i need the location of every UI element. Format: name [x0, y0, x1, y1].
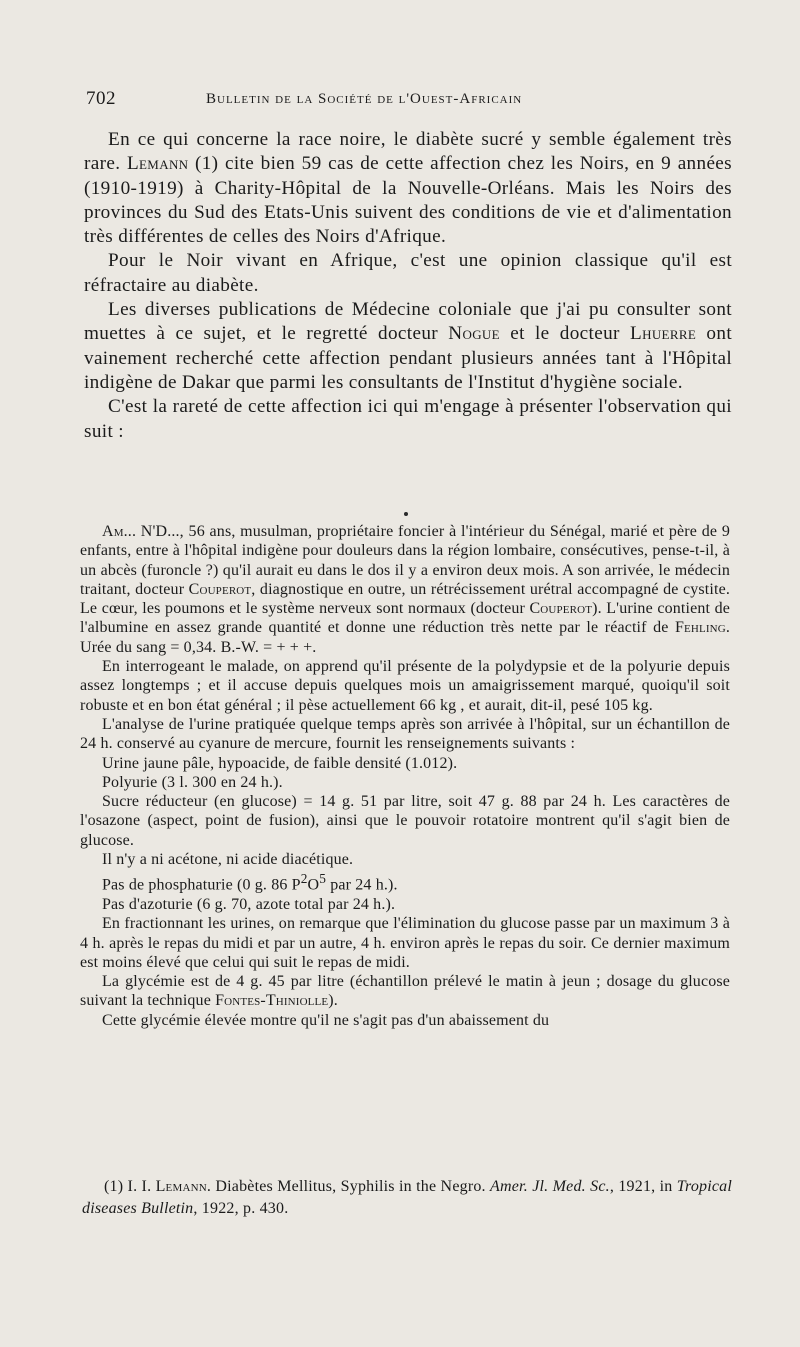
journal-title: Bulletin de la Société de l'Ouest-Africain [206, 91, 523, 107]
observation-paragraph: La glycémie est de 4 g. 45 par litre (échantillon prélevé le matin à jeun ; dosage du glucose suivant la technique Fontes-Thiniolle). [80, 973, 730, 1010]
observation-paragraph: Pas d'azoturie (6 g. 70, azote total par 24 h.). [102, 895, 396, 913]
author-name: Nogue [448, 323, 500, 345]
observation-paragraph: Polyurie (3 l. 300 en 24 h.). [102, 773, 283, 791]
observation-paragraph: Il n'y a ni acétone, ni acide diacétique. [102, 851, 354, 869]
observation-paragraph: Urine jaune pâle, hypoacide, de faible densité (1.012). [102, 754, 458, 772]
footnote-text: (1) I. I. Lemann. Diabètes Mellitus, Syphilis in the Negro. Amer. Jl. Med. Sc., 1921, in Tropical diseases Bulletin, 1922, p. 430. [82, 1178, 733, 1217]
intro-paragraph-4: C'est la rareté de cette affection ici qui m'engage à présenter l'observation qui suit : [84, 396, 732, 442]
author-name: Lemann [126, 153, 189, 175]
intro-text [84, 128, 732, 444]
page-number: 702 [86, 88, 116, 109]
footnote [82, 1176, 732, 1220]
intro-paragraph-2: Pour le Noir vivant en Afrique, c'est une opinion classique qu'il est réfractaire au diabète. [84, 250, 732, 296]
intro-paragraph-1: En ce qui concerne la race noire, le diabète sucré y semble également très rare. Lemann (1) cite bien 59 cas de cette affection chez les Noirs, en 9 années (1910-1919) à Charity-Hôpital de la Nouvelle-Orléans. Mais les Noirs des provinces du Sud des Etats-Unis suivent des conditions de vie et d'alimentation très différentes de celles des Noirs d'Afrique. [84, 129, 732, 248]
observation-paragraph: Pas de phosphaturie (0 g. 86 $P^2O^5$ par 24 h.). [102, 871, 398, 894]
observation-paragraph: Sucre réducteur (en glucose) = 14 g. 51 par litre, soit 47 g. 88 par 24 h. Les caractères de l'osazone (aspect, point de fusion), ainsi que le pouvoir rotatoire montrent qu'il s'agit bien de glucose. [80, 793, 730, 849]
observation-paragraph: Am... N'D..., 56 ans, musulman, propriétaire foncier à l'intérieur du Sénégal, marié et père de 9 enfants, entre à l'hôpital indigène pour douleurs dans la région lombaire, consécutives, pense-t-il, à un abcès (furoncle ?) qu'il aurait eu dans le dos il y a environ deux mois. A son arrivée, le médecin traitant, docteur Couperot, diagnostique en outre, un rétrécissement urétral accompagné de cystite. Le cœur, les poumons et le système nerveux sont normaux (docteur Couperot). L'urine contient de l'albumine en assez grande quantité et donne une réduction très nette par le réactif de Fehling. Urée du sang = 0,34. B.-W. = + + +. [80, 523, 730, 656]
observation-paragraph: En fractionnant les urines, on remarque que l'élimination du glucose passe par un maximum 3 à 4 h. après le repas du midi et par un autre, 4 h. environ après le repas du soir. Ce dernier maximum est moins élevé que celui qui suit le repas de midi. [80, 915, 730, 971]
running-header [86, 88, 728, 112]
observation-text [80, 522, 730, 1030]
section-dot [404, 512, 408, 516]
observation-paragraph: L'analyse de l'urine pratiquée quelque temps après son arrivée à l'hôpital, sur un échantillon de 24 h. conservé au cyanure de mercure, fournit les renseignements suivants : [80, 715, 730, 753]
observation-paragraph: Cette glycémie élevée montre qu'il ne s'agit pas d'un abaissement du [102, 1011, 550, 1029]
intro-paragraph-3: Les diverses publications de Médecine coloniale que j'ai pu consulter sont muettes à ce sujet, et le regretté docteur Nogue et le docteur Lhuerre ont vainement recherché cette affection pendant plusieurs années tant à l'Hôpital indigène de Dakar que parmi les consultants de l'Institut d'hygiène sociale. [84, 299, 732, 393]
author-name: Lhuerre [630, 323, 697, 345]
observation-paragraph: En interrogeant le malade, on apprend qu'il présente de la polydypsie et de la polyurie depuis assez longtemps ; et il accuse depuis quelques mois un amaigrissement marqué, quoiqu'il soit robuste et en bon état général ; il pèse actuellement 66 kg , et aurait, dit-il, pesé 105 kg. [80, 658, 730, 714]
